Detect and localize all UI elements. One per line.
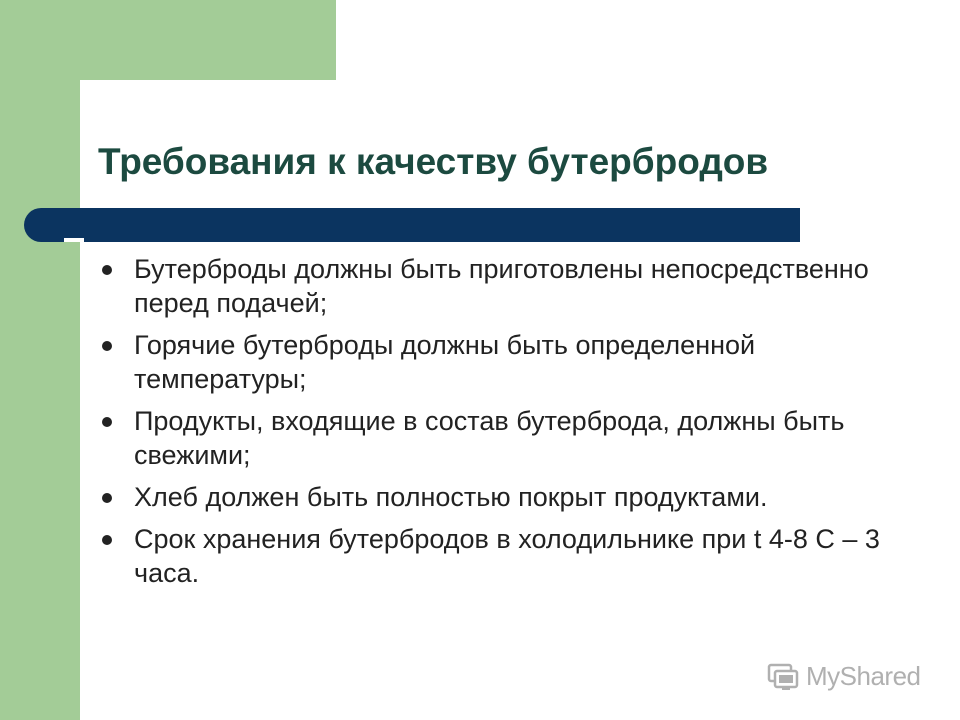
slide-title: Требования к качеству бутербродов [98, 141, 769, 182]
myshared-watermark[interactable] [766, 656, 921, 696]
bullet-icon [102, 417, 112, 427]
bullet-item [98, 480, 918, 514]
green-top-band [80, 0, 336, 80]
bullet-item [98, 522, 918, 590]
green-left-band [0, 0, 80, 720]
bullet-text: Горячие бутерброды должны быть определенной температуры; [134, 330, 756, 394]
bullet-icon [102, 493, 112, 503]
bullet-icon [102, 341, 112, 351]
bullet-list [98, 252, 918, 598]
shared-screen-icon [766, 659, 800, 693]
bullet-item [98, 404, 918, 472]
bullet-icon [102, 265, 112, 275]
bullet-item [98, 328, 918, 396]
watermark-text: MyShared [806, 660, 921, 691]
bullet-text: Хлеб должен быть полностью покрыт продуктами. [134, 482, 768, 512]
title-bar-notch [64, 238, 84, 242]
bullet-text: Продукты, входящие в состав бутерброда, должны быть свежими; [134, 406, 845, 470]
bullet-text: Бутерброды должны быть приготовлены непосредственно перед подачей; [134, 254, 869, 318]
bullet-item [98, 252, 918, 320]
title-underline-bar [24, 208, 800, 242]
bullet-icon [102, 535, 112, 545]
bullet-text: Срок хранения бутербродов в холодильнике при t 4-8 С – 3 часа. [134, 524, 880, 588]
